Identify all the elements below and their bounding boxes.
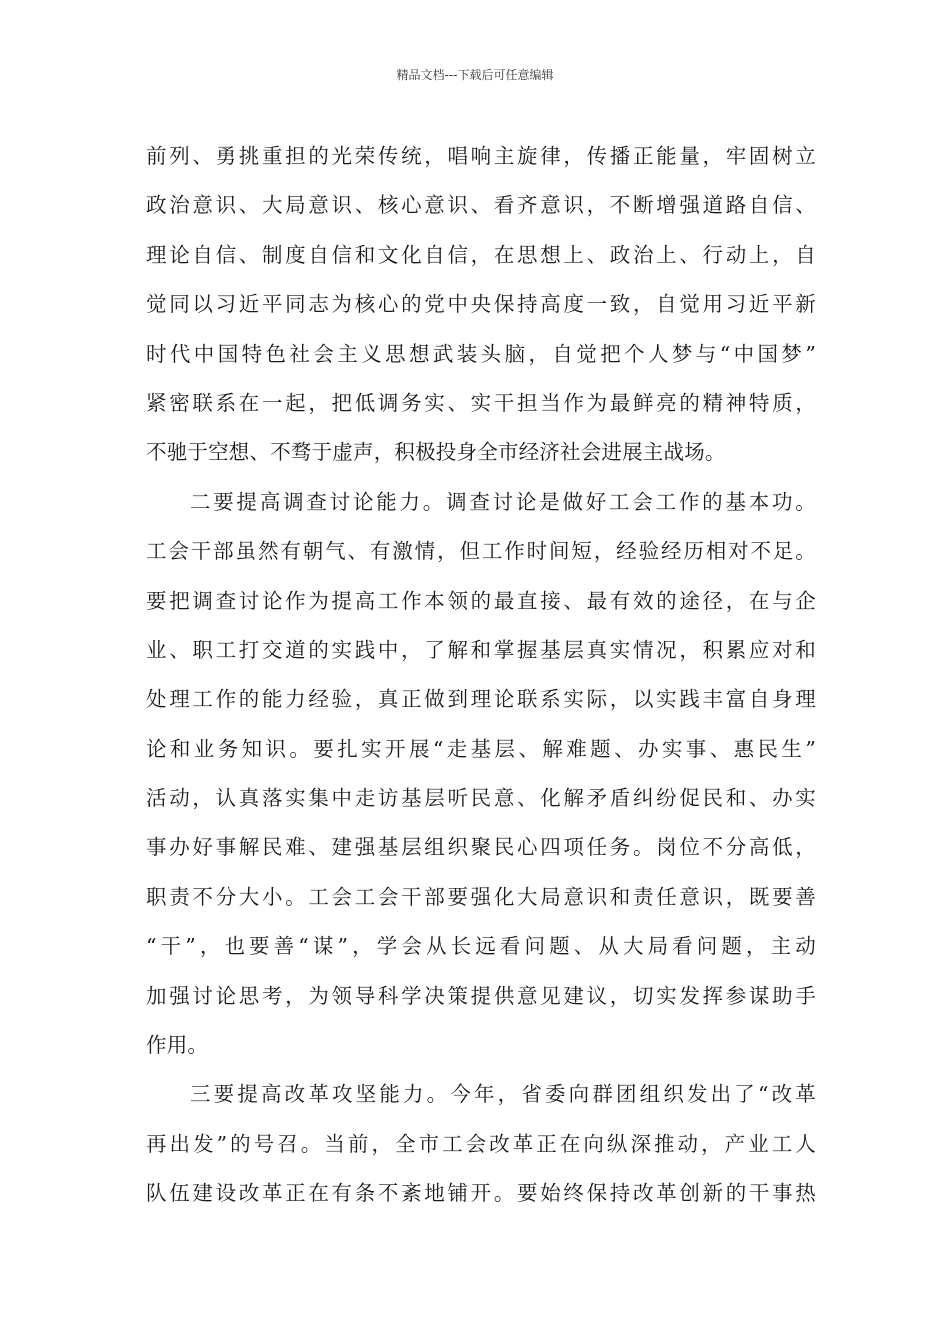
text-line: 政治意识、大局意识、核心意识、看齐意识，不断增强道路自信、 — [146, 193, 816, 218]
text-line: 论和业务知识。要扎实开展“走基层、解难题、办实事、惠民生” — [146, 736, 816, 761]
text-line: 不驰于空想、不骛于虚声，积极投身全市经济社会进展主战场。 — [146, 440, 726, 465]
page-header: 精品文档---下载后可任意编辑 — [396, 68, 554, 82]
text-line: 觉同以习近平同志为核心的党中央保持高度一致，自觉用习近平新 — [146, 292, 816, 317]
text-line: 业、职工打交道的实践中，了解和掌握基层真实情况，积累应对和 — [146, 637, 816, 662]
text-line: 再出发”的号召。当前，全市工会改革正在向纵深推动，产业工人 — [146, 1131, 816, 1156]
text-line: 作用。 — [146, 1033, 209, 1058]
text-line: 前列、勇挑重担的光荣传统，唱响主旋律，传播正能量，牢固树立 — [146, 144, 816, 168]
text-line: 紧密联系在一起，把低调务实、实干担当作为最鲜亮的精神特质， — [146, 390, 816, 415]
text-line: 活动，认真落实集中走访基层听民意、化解矛盾纠纷促民和、办实 — [146, 786, 816, 811]
text-line: 要把调查讨论作为提高工作本领的最直接、最有效的途径，在与企 — [146, 588, 816, 613]
text-line: 理论自信、制度自信和文化自信，在思想上、政治上、行动上，自 — [146, 242, 816, 267]
text-line: “干”，也要善“谋”，学会从长远看问题、从大局看问题，主动 — [146, 934, 816, 959]
text-line: 职责不分大小。工会工会干部要强化大局意识和责任意识，既要善 — [146, 884, 816, 909]
text-line: 队伍建设改革正在有条不紊地铺开。要始终保持改革创新的干事热 — [146, 1181, 816, 1206]
text-line: 工会干部虽然有朝气、有激情，但工作时间短，经验经历相对不足。 — [146, 539, 816, 564]
document-body — [146, 132, 816, 1219]
text-line: 三要提高改革攻坚能力。今年，省委向群团组织发出了“改革 — [190, 1082, 816, 1107]
text-line: 加强讨论思考，为领导科学决策提供意见建议，切实发挥参谋助手 — [146, 983, 816, 1008]
text-line: 处理工作的能力经验，真正做到理论联系实际，以实践丰富自身理 — [146, 687, 816, 712]
text-line: 事办好事解民难、建强基层组织聚民心四项任务。岗位不分高低， — [146, 835, 816, 860]
text-line: 时代中国特色社会主义思想武装头脑，自觉把个人梦与“中国梦” — [146, 341, 816, 366]
text-line: 二要提高调查讨论能力。调查讨论是做好工会工作的基本功。 — [190, 489, 816, 514]
